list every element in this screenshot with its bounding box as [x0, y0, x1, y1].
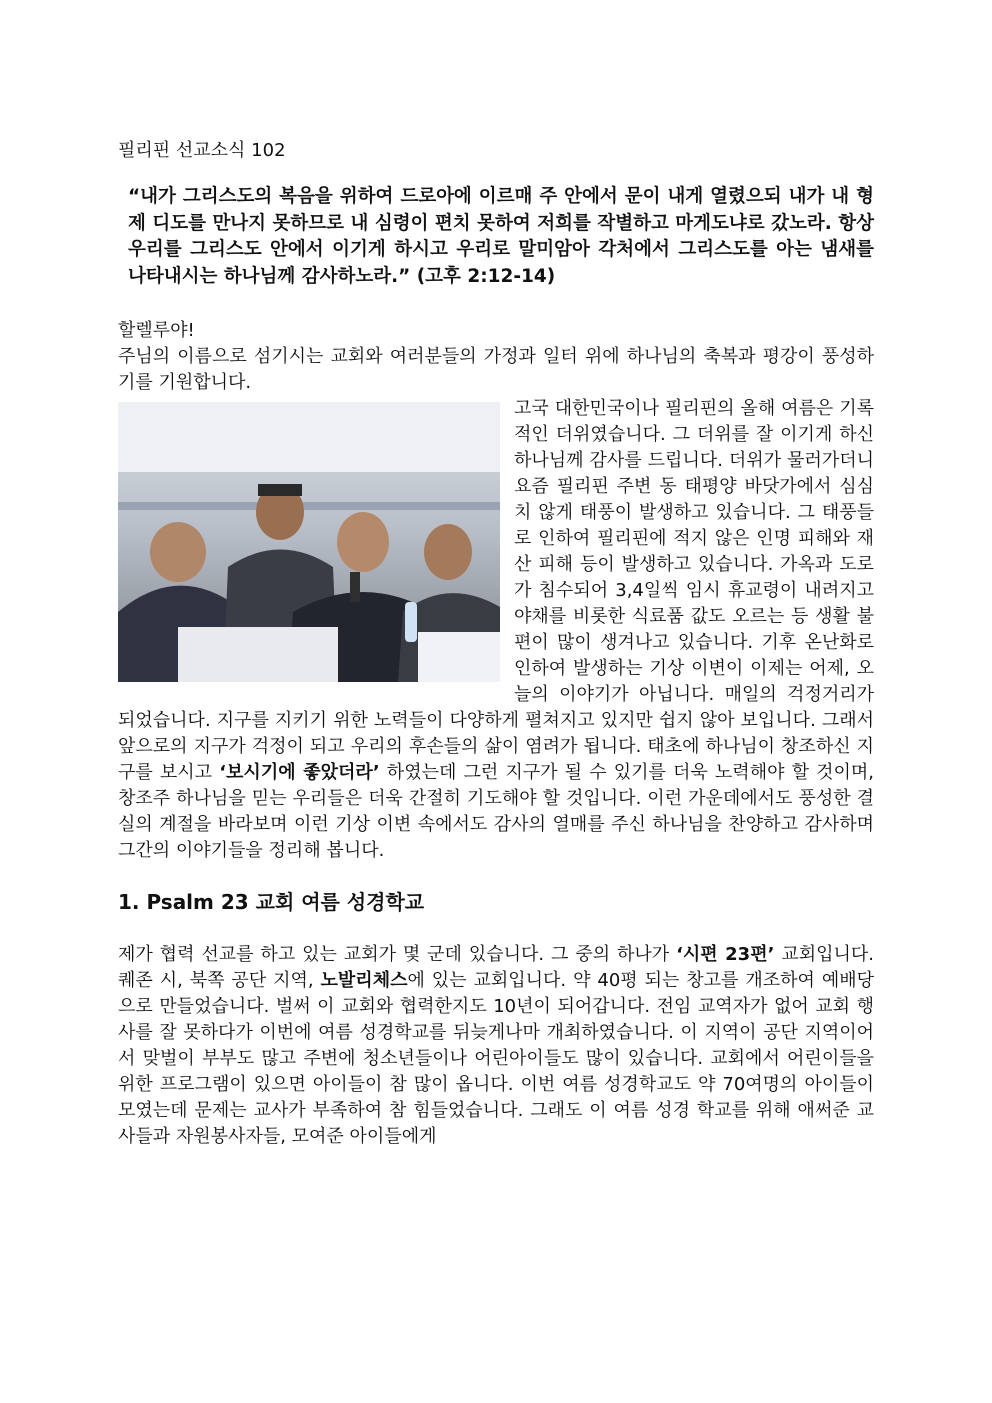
psalm23-paragraph: [118, 942, 874, 1150]
psalm23-text-1: 제가 협력 선교를 하고 있는 교회가 몇 군데 있습니다. 그 중의 하나가: [118, 944, 677, 966]
conference-photo-image: [118, 402, 500, 682]
psalm23-text-3: 에 있는 교회입니다. 약 40평 되는 창고를 개조하여 예배당으로 만들었습니다. 벌써 이 교회와 협력한지도 10년이 되어갑니다. 전임 교역자가 없어 교회 행사를 잘 못하다가 이번에 여름 성경학교를 뒤늦게나마 개최하였습니다. 이 지역이 공단 지역이어서 맞벌이 부부도 많고 주변에 청소년들이나 어린아이들도 많이 있습니다. 교회에서 어린이들을 위한 프로그램이 있으면 아이들이 참 많이 옵니다. 이번 여름 성경학교도 약 70여명의 아이들이 모였는데 문제는 교사가 부족하여 참 힘들었습니다. 그래도 이 여름 성경 학교를 위해 애써준 교사들과 자원봉사자들, 모여준 아이들에게: [118, 970, 874, 1148]
document-page: [118, 138, 874, 1150]
psalm23-church-name: ‘시편 23편’: [676, 944, 775, 966]
psalm23-text-2: 교회입니다. 퀘존 시, 북쪽 공단 지역,: [118, 944, 874, 992]
section-heading-psalm23: 1. Psalm 23 교회 여름 성경학교: [118, 890, 425, 915]
genesis-quote: ‘보시기에 좋았더라’: [219, 762, 380, 784]
weather-paragraph-text: 고국 대한민국이나 필리핀의 올해 여름은 기록적인 더위였습니다. 그 더위를 잘 이기게 하신 하나님께 감사를 드립니다. 더위가 물러가더니 요즘 필리핀 주변 동 태평양 바닷가에서 심심치 않게 태풍이 발생하고 있습니다. 그 태풍들로 인하여 필리핀에 적지 않은 인명 피해와 재산 피해 등이 발생하고 있습니다. 가옥과 도로가 침수되어 3,4일씩 임시 휴교령이 내려지고 야채를 비롯한 식료품 값도 오르는 등 생활 불편이 많이 생겨나고 있습니다. 기후 온난화로 인하여 발생하는 기상 이변이 이제는 어제, 오늘의 이야기가 아닙니다. 매일의 걱정거리가 되었습니다. 지구를 지키기 위한 노력들이 다양하게 펼쳐지고 있지만 쉽지 않아 보입니다. 그래서 앞으로의 지구가 걱정이 되고 우리의 후손들의 삶이 염려가 됩니다. 태초에 하나님이 창조하신 지구를 보시고: [118, 398, 874, 784]
weather-paragraph-closing: 하였는데 그런 지구가 될 수 있기를 더욱 노력해야 할 것이며, 창조주 하나님을 믿는 우리들은 더욱 간절히 기도해야 할 것입니다. 이런 가운데에서도 풍성한 결실의 계절을 바라보며 이런 기상 이변 속에서도 감사의 열매를 주신 하나님을 찬양하고 감사하며 그간의 이야기들을 정리해 봅니다.: [118, 762, 875, 862]
scripture-verse: “내가 그리스도의 복음을 위하여 드로아에 이르매 주 안에서 문이 내게 열렸으되 내가 내 형제 디도를 만나지 못하므로 내 심령이 편치 못하여 저희를 작별하고 마게도냐로 갔노라. 항상 우리를 그리스도 안에서 이기게 하시고 우리로 말미암아 각처에서 그리스도를 아는 냄새를 나타내시는 하나님께 감사하노라.” (고후 2:12-14): [128, 186, 874, 287]
novaliches-name: 노발리체스: [320, 970, 408, 992]
conference-photo: [118, 402, 500, 682]
greeting-text: 할렐루야!: [118, 320, 195, 342]
document-title: 필리핀 선교소식 102: [118, 140, 286, 161]
blessing-text: 주님의 이름으로 섬기시는 교회와 여러분들의 가정과 일터 위에 하나님의 축복과 평강이 풍성하기를 기원합니다.: [118, 346, 874, 394]
